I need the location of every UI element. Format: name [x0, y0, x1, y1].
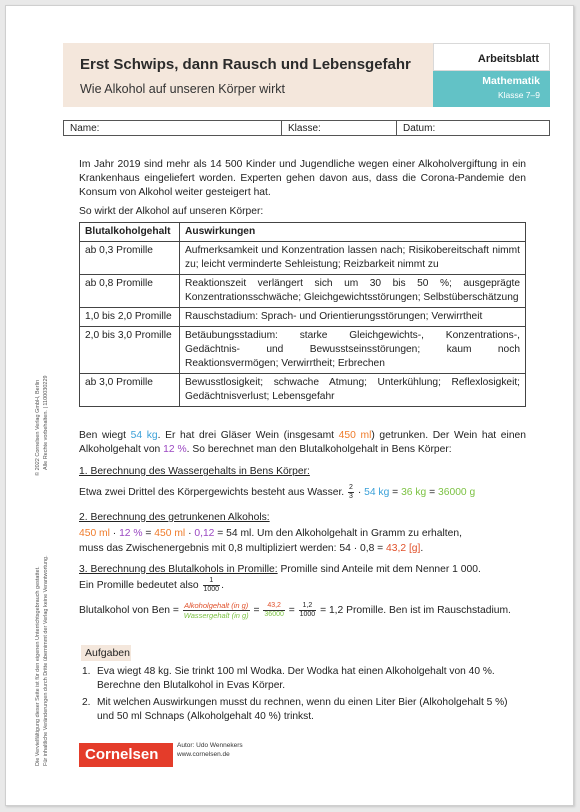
step2-heading: 2. Berechnung des getrunkenen Alkohols:: [79, 512, 270, 523]
date-field[interactable]: Datum:: [403, 123, 436, 134]
fraction-numerator: 1: [203, 577, 221, 586]
usage-line-2: Für inhaltliche Veränderungen durch Dritte übernimmt der Verlag keine Verantwortung.: [43, 555, 49, 766]
row-effect: Rauschstadium: Sprach- und Orientierungsstörungen; Verwirrtheit: [180, 308, 526, 327]
step3-line1: [79, 563, 526, 577]
step3-text: Ein Promille bedeutet also: [79, 580, 202, 592]
formula-fraction-1: [183, 601, 250, 620]
worksheet-page: [5, 5, 574, 806]
intro-paragraph: Im Jahr 2019 sind mehr als 14 500 Kinder und Jugendliche wegen einer Alkoholvergiftung in ein Krankenhaus eingeliefert worden. Experten gehen davon aus, dass die Corona-Pandemie den Konsum von Alkohol weiter gesteigert hat.: [79, 159, 526, 198]
ben-paragraph: [79, 429, 526, 457]
ben-text: ) getrunken. Der Wein hat einen Alkoholgehalt von: [79, 430, 526, 455]
step1-text: Etwa zwei Drittel des Körpergewichts besteht aus Wasser.: [79, 487, 345, 499]
row-level: ab 3,0 Promille: [80, 374, 180, 407]
formula-operator: =: [250, 605, 263, 616]
formula-operator: =: [285, 605, 298, 616]
table-header-row: [80, 223, 526, 242]
step2-text: .: [420, 543, 424, 554]
table-row: [80, 327, 526, 374]
row-effect: Bewusstlosigkeit; schwache Atmung; Unterkühlung; Reflexlosigkeit; Gedächtnisverlust; Lebensgefahr: [180, 374, 526, 407]
step1-water-kg: 36 kg: [401, 487, 427, 499]
fraction-numerator: 1,2: [299, 602, 317, 611]
usage-line-1: Die Vervielfältigung dieser Seite ist für den eigenen Unterrichtsgebrauch gestattet.: [35, 566, 41, 766]
name-bar: [63, 120, 550, 136]
step2-operator: ·: [109, 528, 120, 539]
formula-text: = 1,2 Promille. Ben ist im Rauschstadium.: [317, 605, 511, 616]
step1-fraction: [348, 484, 354, 501]
formula-text: Blutalkohol von Ben =: [79, 605, 182, 616]
author-line: Autor: Udo Wennekers: [177, 742, 243, 749]
copyright-line-2: Alle Rechte vorbehalten. | 1100030229: [43, 375, 49, 470]
row-effect: Reaktionszeit verlängert sich um 30 bis 50 %; ausgeprägte Konzentrationsschwäche; Gleichgewichtsstörungen; Selbstüberschätzung: [180, 275, 526, 308]
promille-fraction: [203, 577, 221, 594]
step2-wine: 450 ml: [79, 528, 110, 539]
step3-line2: [79, 577, 526, 595]
grade-label: Klasse 7–9: [497, 90, 540, 100]
row-effect: Aufmerksamkeit und Konzentration lassen nach; Risikobereitschaft nimmt zu; leicht verminderte Sehleistung; Reizbarkeit nimmt zu: [180, 242, 526, 275]
step1-weight: 54 kg: [364, 487, 390, 499]
fraction-numerator: 43,2: [263, 602, 284, 611]
column-header-level: Blutalkoholgehalt: [80, 223, 180, 242]
table-caption: So wirkt der Alkohol auf unseren Körper:: [79, 206, 264, 217]
publisher-url[interactable]: www.cornelsen.de: [177, 751, 230, 758]
row-level: 2,0 bis 3,0 Promille: [80, 327, 180, 374]
list-item: [79, 665, 526, 693]
table-row: [80, 308, 526, 327]
task-text: Mit welchen Auswirkungen musst du rechnen, wenn du einen Liter Bier (Alkoholgehalt 5 %) und 50 ml Schnaps (Alkoholgehalt 40 %) trinkst.: [97, 697, 508, 722]
step2-result: 43,2 [g]: [386, 543, 421, 554]
step2-wine: 450 ml: [154, 528, 186, 539]
step2-line2: [79, 542, 526, 556]
step2-operator: =: [142, 528, 155, 539]
step2-text: = 54 ml. Um den Alkoholgehalt in Gramm zu erhalten,: [214, 528, 462, 539]
page-subtitle: Wie Alkohol auf unseren Körper wirkt: [80, 82, 285, 96]
row-level: 1,0 bis 2,0 Promille: [80, 308, 180, 327]
fraction-denominator: 36000: [264, 610, 284, 618]
tasks-label: Aufgaben: [81, 645, 131, 661]
step2-percent: 12 %: [119, 528, 143, 539]
footer-credits: [177, 741, 243, 759]
step1-operator: ·: [354, 487, 365, 499]
page-title: Erst Schwips, dann Rausch und Lebensgefahr: [80, 56, 411, 73]
table-row: [80, 374, 526, 407]
ben-text: . So berechnet man den Blutalkoholgehalt in Bens Körper:: [186, 444, 452, 455]
step3-heading: 3. Berechnung des Blutalkohols in Promille:: [79, 564, 278, 575]
step1-line: [79, 484, 526, 502]
ben-wine: 450 ml: [338, 430, 372, 441]
ben-text: Ben wiegt: [79, 430, 131, 441]
step1-operator: =: [389, 487, 402, 499]
step2-line1: [79, 527, 526, 541]
cornelsen-logo: Cornelsen: [79, 743, 173, 767]
fraction-numerator: Alkoholgehalt (in g): [184, 600, 249, 610]
tasks-list: [79, 665, 526, 727]
step3-formula: [79, 600, 526, 622]
subject-label: Mathematik: [482, 75, 540, 87]
copyright-line-1: © 2022 Cornelsen Verlag GmbH, Berlin: [35, 379, 41, 476]
step1-water-g: 36000 g: [438, 487, 476, 499]
step1-heading: 1. Berechnung des Wassergehalts in Bens Körper:: [79, 466, 310, 477]
step3-text: .: [221, 580, 224, 592]
ben-text: . Er hat drei Gläser Wein (insgesamt: [157, 430, 339, 441]
step2-operator: ·: [185, 528, 195, 539]
row-effect: Betäubungsstadium: starke Gleichgewichts-, Konzentrations-, Gedächtnis- und Bewusstseinsstörungen; kaum noch Reaktionsvermögen; Verwirrtheit; Erbrechen: [180, 327, 526, 374]
task-number: 1.: [82, 666, 91, 677]
effects-table: [79, 222, 526, 407]
name-field[interactable]: Name:: [64, 121, 282, 135]
class-field[interactable]: Klasse:: [282, 121, 397, 135]
fraction-numerator: 2: [349, 484, 353, 491]
step2-decimal: 0,12: [194, 528, 215, 539]
fraction-denominator: Wassergehalt (in g): [183, 610, 249, 620]
fraction-denominator: 1000: [299, 610, 316, 618]
row-level: ab 0,8 Promille: [80, 275, 180, 308]
table-row: [80, 275, 526, 308]
step3-text: Promille sind Anteile mit dem Nenner 1 000.: [277, 564, 481, 575]
task-number: 2.: [82, 697, 91, 708]
formula-fraction-3: [299, 602, 317, 619]
column-header-effect: Auswirkungen: [180, 223, 526, 242]
fraction-denominator: 3: [349, 493, 353, 500]
task-text: Eva wiegt 48 kg. Sie trinkt 100 ml Wodka. Der Wodka hat einen Alkoholgehalt von 40 %. Berechne den Blutalkohol in Evas Körper.: [97, 666, 495, 691]
fraction-denominator: 1000: [203, 586, 220, 593]
row-level: ab 0,3 Promille: [80, 242, 180, 275]
ben-weight: 54 kg: [130, 430, 158, 441]
list-item: [79, 696, 526, 724]
subject-badge: [433, 71, 550, 107]
header-band: [63, 43, 433, 107]
table-row: [80, 242, 526, 275]
step2-text: muss das Zwischenergebnis mit 0,8 multipliziert werden: 54 · 0,8 =: [79, 543, 387, 554]
formula-fraction-2: [263, 602, 284, 619]
worksheet-tag: Arbeitsblatt: [433, 43, 550, 71]
ben-percent: 12 %: [163, 444, 187, 455]
step1-operator: =: [426, 487, 439, 499]
